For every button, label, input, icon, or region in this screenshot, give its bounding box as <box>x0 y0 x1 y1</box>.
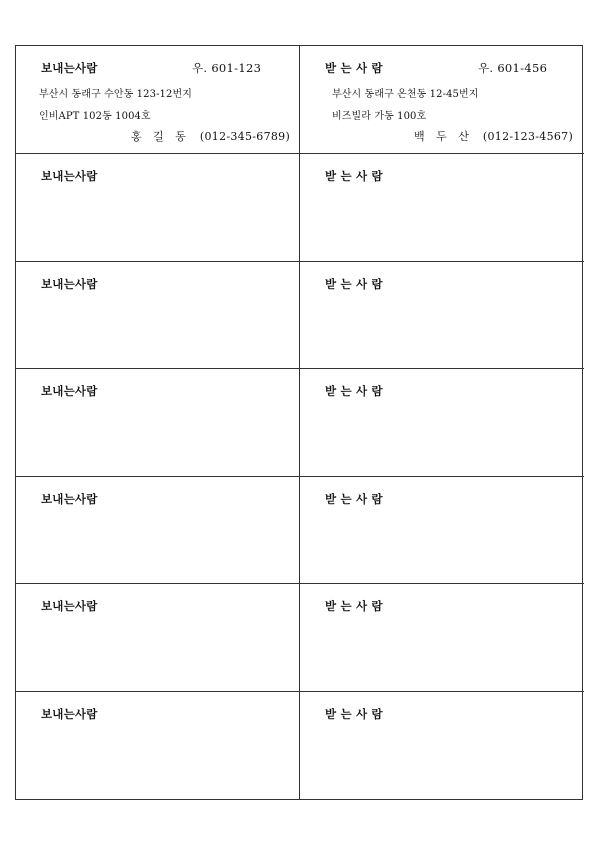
receiver-cell-blank <box>300 584 584 692</box>
receiver-cell-blank <box>300 262 584 370</box>
sender-label: 보내는사람 <box>41 599 98 613</box>
receiver-cell-blank <box>300 692 584 800</box>
sender-label: 보내는사람 <box>41 491 98 506</box>
sender-name: 홍 길 동 <box>131 130 190 143</box>
receiver-address-line1: 부산시 동래구 온천동 12-45번지 <box>332 89 479 100</box>
receiver-phone: (012-123-4567) <box>482 130 574 143</box>
receiver-address-line2: 비즈빌라 가동 100호 <box>332 111 427 122</box>
receiver-postal-code: 우. 601-456 <box>478 61 548 75</box>
receiver-name: 백 두 산 <box>414 130 473 143</box>
sender-label: 보내는사람 <box>41 169 98 183</box>
sender-name-line <box>131 128 290 144</box>
address-label-sheet <box>15 45 583 800</box>
receiver-label: 받 는 사 람 <box>325 276 383 291</box>
receiver-label: 받 는 사 람 <box>325 706 383 721</box>
sender-address-line1: 부산시 동래구 수안동 123-12번지 <box>39 89 192 100</box>
sender-cell-blank <box>16 262 300 370</box>
sender-address-line2: 인비APT 102동 1004호 <box>39 111 151 122</box>
sender-label: 보내는사람 <box>41 706 98 721</box>
sender-label: 보내는사람 <box>41 61 98 75</box>
receiver-name-line <box>414 128 573 144</box>
sender-postal-code: 우. 601-123 <box>192 61 262 75</box>
receiver-cell-filled <box>300 46 584 154</box>
receiver-cell-blank <box>300 154 584 262</box>
sender-cell-filled <box>16 46 300 154</box>
receiver-cell-blank <box>300 477 584 585</box>
sender-cell-blank <box>16 154 300 262</box>
receiver-cell-blank <box>300 369 584 477</box>
receiver-label: 받 는 사 람 <box>325 491 383 506</box>
sender-cell-blank <box>16 369 300 477</box>
receiver-label: 받 는 사 람 <box>325 599 383 613</box>
sender-label: 보내는사람 <box>41 276 98 291</box>
sender-phone: (012-345-6789) <box>199 130 291 143</box>
receiver-label: 받 는 사 람 <box>325 169 383 183</box>
sender-label: 보내는사람 <box>41 384 98 398</box>
sender-cell-blank <box>16 584 300 692</box>
receiver-label: 받 는 사 람 <box>325 384 383 398</box>
sender-cell-blank <box>16 477 300 585</box>
sender-cell-blank <box>16 692 300 800</box>
receiver-label: 받 는 사 람 <box>325 61 383 75</box>
